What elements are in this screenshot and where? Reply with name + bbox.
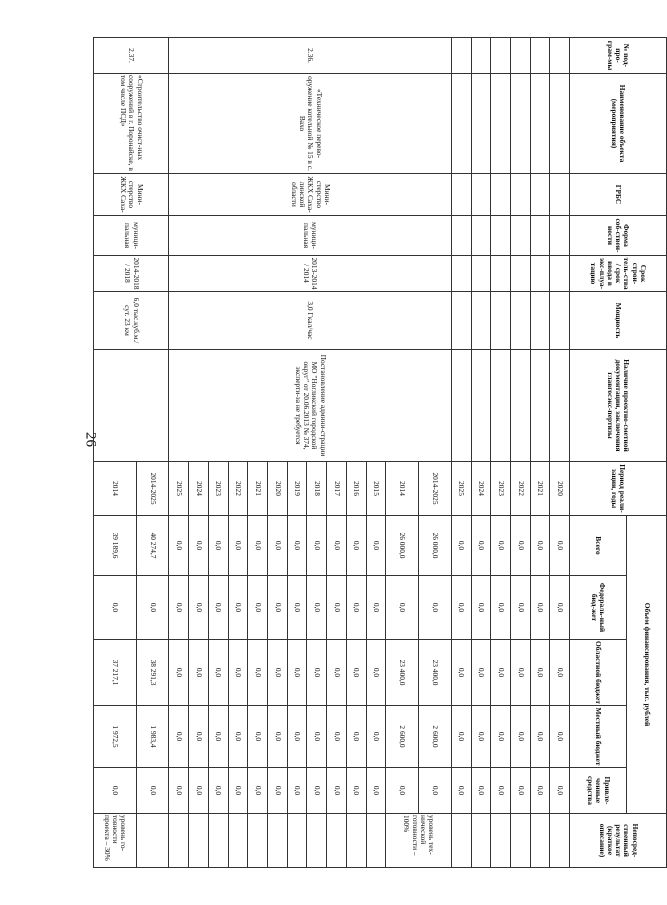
item-num-cell: 2.36. <box>169 38 451 74</box>
header-num: № под-про-грам-мы <box>570 38 667 74</box>
year-cell: 2014 <box>94 462 137 516</box>
year-cell: 2024 <box>189 462 209 516</box>
result-cell <box>346 814 366 868</box>
total-cell: 0,0 <box>471 516 491 576</box>
year-cell: 2023 <box>491 462 511 516</box>
federal-cell: 0,0 <box>94 576 137 640</box>
total-cell: 0,0 <box>268 516 288 576</box>
federal-cell: 0,0 <box>169 576 189 640</box>
year-cell: 2014-2025 <box>419 462 452 516</box>
result-cell <box>491 814 511 868</box>
regional-cell: 0,0 <box>287 640 307 706</box>
item-term-cell: 2013-2014 / 2014 <box>169 256 451 292</box>
federal-cell: 0,0 <box>471 576 491 640</box>
regional-cell: 0,0 <box>511 640 531 706</box>
federal-cell: 0,0 <box>136 576 169 640</box>
item-ownership-cell: муници-пальная <box>169 216 451 256</box>
year-cell: 2015 <box>366 462 386 516</box>
local-cell: 0,0 <box>491 706 511 768</box>
header-regional: Областной бюджет <box>570 640 627 706</box>
regional-cell: 0,0 <box>228 640 248 706</box>
federal-cell: 0,0 <box>386 576 419 640</box>
regional-cell: 38 291,3 <box>136 640 169 706</box>
total-cell: 0,0 <box>346 516 366 576</box>
result-cell <box>268 814 288 868</box>
local-cell: 0,0 <box>511 706 531 768</box>
regional-cell: 0,0 <box>189 640 209 706</box>
attracted-cell: 0,0 <box>248 768 268 814</box>
total-cell: 0,0 <box>451 516 471 576</box>
federal-cell: 0,0 <box>346 576 366 640</box>
federal-cell: 0,0 <box>268 576 288 640</box>
table-row <box>530 38 550 868</box>
result-cell <box>471 814 491 868</box>
header-term: Срок строи-тель-ства / срок ввода в экс-плуа-тацию <box>570 256 667 292</box>
year-cell: 2018 <box>307 462 327 516</box>
item-ownership-cell: муници-пальная <box>94 216 170 256</box>
regional-cell: 0,0 <box>366 640 386 706</box>
header-local: Местный бюджет <box>570 706 627 768</box>
regional-cell: 0,0 <box>327 640 347 706</box>
federal-cell: 0,0 <box>511 576 531 640</box>
result-cell <box>189 814 209 868</box>
header-name: Наименование объекта (мероприятия) <box>570 74 667 174</box>
federal-cell: 0,0 <box>307 576 327 640</box>
total-cell: 40 274,7 <box>136 516 169 576</box>
regional-cell: 0,0 <box>550 640 570 706</box>
total-cell: 0,0 <box>366 516 386 576</box>
result-cell: уровень го-товности проекта – 30% <box>94 814 137 868</box>
header-docs: Наличие проектно-сметной документации, заключения главгосэкс-пертизы <box>570 350 667 462</box>
attracted-cell: 0,0 <box>419 768 452 814</box>
attracted-cell: 0,0 <box>491 768 511 814</box>
result-cell <box>366 814 386 868</box>
result-cell <box>228 814 248 868</box>
result-cell <box>307 814 327 868</box>
year-cell: 2014-2025 <box>136 462 169 516</box>
table-row <box>451 38 471 868</box>
attracted-cell: 0,0 <box>386 768 419 814</box>
federal-cell: 0,0 <box>228 576 248 640</box>
local-cell: 0,0 <box>307 706 327 768</box>
regional-cell: 0,0 <box>307 640 327 706</box>
local-cell: 0,0 <box>530 706 550 768</box>
attracted-cell: 0,0 <box>366 768 386 814</box>
attracted-cell: 0,0 <box>550 768 570 814</box>
total-cell: 26 000,0 <box>386 516 419 576</box>
table-row <box>136 38 169 868</box>
total-cell: 0,0 <box>491 516 511 576</box>
result-cell: уровень тех-нической готовности – 100% <box>386 814 452 868</box>
year-cell: 2019 <box>287 462 307 516</box>
regional-cell: 0,0 <box>530 640 550 706</box>
attracted-cell: 0,0 <box>136 768 169 814</box>
total-cell: 0,0 <box>169 516 189 576</box>
item-docs-cell: Постановление админи-страции МО "Ногликский городской округ" от 20.06.2013 № 374, эксперти-за не требуется <box>169 350 451 462</box>
year-cell: 2025 <box>451 462 471 516</box>
result-cell <box>327 814 347 868</box>
header-period: Период реали-зации, годы <box>570 462 667 516</box>
header-result: Непосред-ственный результат (краткое описание) <box>570 814 667 868</box>
local-cell: 1 972,5 <box>94 706 137 768</box>
local-cell: 0,0 <box>228 706 248 768</box>
local-cell: 0,0 <box>208 706 228 768</box>
header-ownership: Форма соб-ствен-ности <box>570 216 667 256</box>
attracted-cell: 0,0 <box>346 768 366 814</box>
attracted-cell: 0,0 <box>471 768 491 814</box>
result-cell <box>136 814 169 868</box>
federal-cell: 0,0 <box>491 576 511 640</box>
year-cell: 2022 <box>511 462 531 516</box>
year-cell: 2023 <box>208 462 228 516</box>
year-cell: 2022 <box>228 462 248 516</box>
federal-cell: 0,0 <box>550 576 570 640</box>
year-cell: 2017 <box>327 462 347 516</box>
federal-cell: 0,0 <box>419 576 452 640</box>
item-name-cell: «Техническое перево-оружение котельной № 15 в с. Вахо <box>169 74 451 174</box>
federal-cell: 0,0 <box>248 576 268 640</box>
result-cell <box>208 814 228 868</box>
local-cell: 0,0 <box>287 706 307 768</box>
federal-cell: 0,0 <box>530 576 550 640</box>
regional-cell: 0,0 <box>346 640 366 706</box>
regional-cell: 0,0 <box>208 640 228 706</box>
year-cell: 2025 <box>169 462 189 516</box>
program-objects-table <box>93 37 667 868</box>
federal-cell: 0,0 <box>208 576 228 640</box>
item-grbs-cell: Мини-стерство ЖКХ Саха- <box>94 174 170 216</box>
result-cell <box>511 814 531 868</box>
regional-cell: 0,0 <box>169 640 189 706</box>
result-cell <box>451 814 471 868</box>
item-name-cell: «Строительство очист-ных сооружений в г. Поронайске, в том числе ПСД» <box>94 74 170 174</box>
local-cell: 0,0 <box>451 706 471 768</box>
year-cell: 2020 <box>268 462 288 516</box>
total-cell: 0,0 <box>530 516 550 576</box>
attracted-cell: 0,0 <box>208 768 228 814</box>
item-grbs-cell: Мини-стерство ЖКХ Саха-линской области <box>169 174 451 216</box>
regional-cell: 0,0 <box>471 640 491 706</box>
federal-cell: 0,0 <box>327 576 347 640</box>
local-cell: 0,0 <box>327 706 347 768</box>
attracted-cell: 0,0 <box>169 768 189 814</box>
result-cell <box>287 814 307 868</box>
header-row <box>627 38 667 868</box>
attracted-cell: 0,0 <box>511 768 531 814</box>
table-row <box>491 38 511 868</box>
regional-cell: 0,0 <box>268 640 288 706</box>
attracted-cell: 0,0 <box>228 768 248 814</box>
year-cell: 2014 <box>386 462 419 516</box>
local-cell: 1 983,4 <box>136 706 169 768</box>
table-row <box>550 38 570 868</box>
regional-cell: 37 217,1 <box>94 640 137 706</box>
local-cell: 0,0 <box>268 706 288 768</box>
attracted-cell: 0,0 <box>287 768 307 814</box>
rotated-table-page <box>0 37 667 861</box>
item-capacity-cell: 3,0 Гкал/час <box>169 292 451 350</box>
total-cell: 0,0 <box>327 516 347 576</box>
table-row <box>471 38 491 868</box>
attracted-cell: 0,0 <box>268 768 288 814</box>
attracted-cell: 0,0 <box>451 768 471 814</box>
total-cell: 0,0 <box>287 516 307 576</box>
table-row <box>419 38 452 868</box>
item-capacity-cell: 6,0 тыс.куб.м./сут. 23 км <box>94 292 170 350</box>
regional-cell: 0,0 <box>491 640 511 706</box>
local-cell: 2 600,0 <box>386 706 419 768</box>
local-cell: 0,0 <box>169 706 189 768</box>
item-num-cell: 2.37. <box>94 38 170 74</box>
attracted-cell: 0,0 <box>530 768 550 814</box>
page-number: 26 <box>82 432 99 447</box>
result-cell <box>248 814 268 868</box>
attracted-cell: 0,0 <box>189 768 209 814</box>
federal-cell: 0,0 <box>366 576 386 640</box>
total-cell: 0,0 <box>550 516 570 576</box>
header-funding-group: Объем финансирования, тыс. рублей <box>627 516 667 814</box>
header-federal: Федераль-ный бюд-жет <box>570 576 627 640</box>
local-cell: 2 600,0 <box>419 706 452 768</box>
total-cell: 26 000,0 <box>419 516 452 576</box>
header-capacity: Мощность <box>570 292 667 350</box>
year-cell: 2024 <box>471 462 491 516</box>
attracted-cell: 0,0 <box>94 768 137 814</box>
year-cell: 2016 <box>346 462 366 516</box>
year-cell: 2020 <box>550 462 570 516</box>
result-cell <box>530 814 550 868</box>
federal-cell: 0,0 <box>287 576 307 640</box>
local-cell: 0,0 <box>248 706 268 768</box>
item-term-cell: 2014-2018 / 2018 <box>94 256 170 292</box>
total-cell: 0,0 <box>511 516 531 576</box>
local-cell: 0,0 <box>366 706 386 768</box>
attracted-cell: 0,0 <box>327 768 347 814</box>
header-total: Всего <box>570 516 627 576</box>
regional-cell: 23 400,0 <box>419 640 452 706</box>
federal-cell: 0,0 <box>451 576 471 640</box>
year-cell: 2021 <box>248 462 268 516</box>
local-cell: 0,0 <box>189 706 209 768</box>
item-docs-cell <box>94 350 170 462</box>
header-attracted: Привле-ченные средства <box>570 768 627 814</box>
total-cell: 0,0 <box>307 516 327 576</box>
attracted-cell: 0,0 <box>307 768 327 814</box>
total-cell: 0,0 <box>228 516 248 576</box>
regional-cell: 0,0 <box>451 640 471 706</box>
result-cell <box>169 814 189 868</box>
total-cell: 0,0 <box>189 516 209 576</box>
table-row <box>511 38 531 868</box>
header-grbs: ГРБС <box>570 174 667 216</box>
result-cell <box>550 814 570 868</box>
total-cell: 0,0 <box>208 516 228 576</box>
total-cell: 0,0 <box>248 516 268 576</box>
regional-cell: 0,0 <box>248 640 268 706</box>
year-cell: 2021 <box>530 462 550 516</box>
federal-cell: 0,0 <box>189 576 209 640</box>
total-cell: 39 189,6 <box>94 516 137 576</box>
local-cell: 0,0 <box>550 706 570 768</box>
local-cell: 0,0 <box>346 706 366 768</box>
regional-cell: 23 400,0 <box>386 640 419 706</box>
local-cell: 0,0 <box>471 706 491 768</box>
